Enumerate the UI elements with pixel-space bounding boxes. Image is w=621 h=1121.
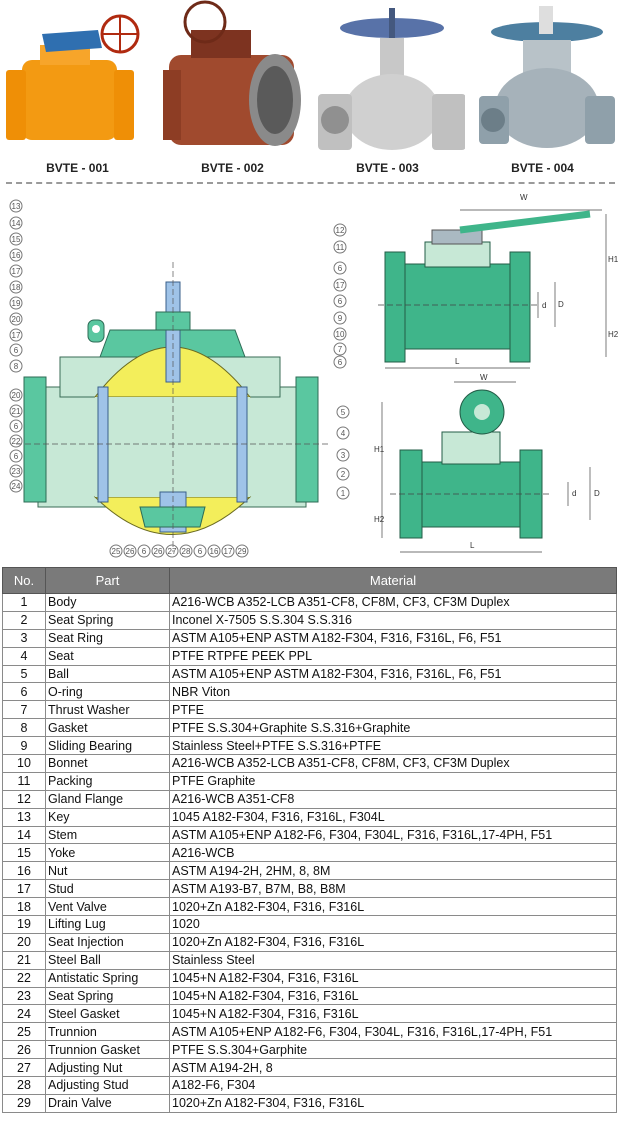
technical-drawings [0,192,621,564]
cell-no: 19 [3,916,46,934]
cell-part: Lifting Lug [46,916,170,934]
cell-part: Sliding Bearing [46,737,170,755]
cell-no: 3 [3,629,46,647]
svg-text:5: 5 [340,408,346,417]
table-row [3,1077,617,1095]
cell-material: 1020 [170,916,617,934]
cell-no: 6 [3,683,46,701]
table-row [3,1094,617,1112]
valve-photo-orange [0,0,155,160]
cell-material: Inconel X-7505 S.S.304 S.S.316 [170,611,617,629]
valve-photo-silver [310,0,465,160]
cell-material: PTFE [170,701,617,719]
cell-material: ASTM A105+ENP ASTM A182-F304, F316, F316L, F6, F51 [170,665,617,683]
cell-no: 16 [3,862,46,880]
cell-no: 14 [3,826,46,844]
svg-text:13: 13 [11,202,21,211]
cell-material: Stainless Steel+PTFE S.S.316+PTFE [170,737,617,755]
svg-text:6: 6 [337,264,343,273]
dim-w: W [520,193,528,202]
dim-h2-2: H2 [374,515,385,524]
table-row [3,790,617,808]
cell-part: Seat Ring [46,629,170,647]
cell-material: 1045+N A182-F304, F316, F316L [170,987,617,1005]
cell-part: Gasket [46,719,170,737]
svg-text:11: 11 [335,243,345,252]
svg-text:26: 26 [153,547,163,556]
svg-text:21: 21 [11,407,21,416]
svg-text:6: 6 [13,346,19,355]
svg-text:18: 18 [11,283,21,292]
table-row [3,647,617,665]
cell-no: 8 [3,719,46,737]
cell-no: 24 [3,1005,46,1023]
svg-text:10: 10 [335,330,345,339]
dim-l-2: L [470,541,475,550]
svg-text:16: 16 [11,251,21,260]
svg-text:6: 6 [141,547,147,556]
table-row [3,1041,617,1059]
cell-no: 2 [3,611,46,629]
table-body [3,594,617,1113]
svg-text:6: 6 [337,358,343,367]
header-material: Material [170,568,617,594]
table-row [3,951,617,969]
svg-text:26: 26 [125,547,135,556]
cell-no: 25 [3,1023,46,1041]
cell-part: Trunnion Gasket [46,1041,170,1059]
svg-text:9: 9 [337,314,343,323]
svg-text:6: 6 [337,297,343,306]
product-bvte-004[interactable] [465,0,620,182]
product-bvte-001[interactable] [0,0,155,182]
cell-no: 4 [3,647,46,665]
dimension-drawing-gear [370,372,620,557]
cell-no: 5 [3,665,46,683]
cell-material: 1045+N A182-F304, F316, F316L [170,1005,617,1023]
svg-text:20: 20 [11,391,21,400]
cell-no: 23 [3,987,46,1005]
valve-cross-section-drawing [0,192,360,564]
cell-no: 21 [3,951,46,969]
svg-text:6: 6 [13,452,19,461]
section-divider [6,182,615,184]
cell-no: 20 [3,933,46,951]
svg-text:8: 8 [13,362,19,371]
table-row [3,772,617,790]
svg-text:7: 7 [337,345,343,354]
dim-l: L [455,357,460,366]
cell-material: 1020+Zn A182-F304, F316, F316L [170,1094,617,1112]
svg-text:23: 23 [11,467,21,476]
svg-text:17: 17 [223,547,233,556]
cell-material: Stainless Steel [170,951,617,969]
svg-text:29: 29 [237,547,247,556]
right-callouts [334,224,349,499]
product-code: BVTE - 004 [511,161,574,175]
cell-part: Steel Ball [46,951,170,969]
svg-text:2: 2 [340,470,346,479]
dim-d-big-2: D [594,489,600,498]
cell-no: 28 [3,1077,46,1095]
cell-part: Adjusting Nut [46,1059,170,1077]
svg-text:4: 4 [340,429,346,438]
cell-part: Thrust Washer [46,701,170,719]
valve-photo-red [155,0,310,160]
cell-no: 7 [3,701,46,719]
valve-photo-bluegrey [465,0,620,160]
cell-part: Nut [46,862,170,880]
table-row [3,826,617,844]
table-row [3,862,617,880]
bottom-callouts [110,545,248,557]
cell-material: NBR Viton [170,683,617,701]
cell-material: 1045+N A182-F304, F316, F316L [170,969,617,987]
cell-material: A216-WCB A352-LCB A351-CF8, CF8M, CF3, CF3M Duplex [170,755,617,773]
cell-material: ASTM A105+ENP ASTM A182-F304, F316, F316L, F6, F51 [170,629,617,647]
header-part: Part [46,568,170,594]
table-row [3,808,617,826]
cell-part: O-ring [46,683,170,701]
svg-text:14: 14 [11,219,21,228]
cell-part: Antistatic Spring [46,969,170,987]
cell-material: A216-WCB A351-CF8 [170,790,617,808]
svg-text:24: 24 [11,482,21,491]
svg-text:15: 15 [11,235,21,244]
cell-no: 29 [3,1094,46,1112]
dim-h2: H2 [608,330,619,339]
svg-text:12: 12 [335,226,345,235]
dim-d-big: D [558,300,564,309]
parts-material-table [2,567,617,1113]
cell-no: 12 [3,790,46,808]
cell-part: Yoke [46,844,170,862]
dim-d-small: d [542,301,547,310]
cell-no: 17 [3,880,46,898]
table-row [3,933,617,951]
cell-material: PTFE RTPFE PEEK PPL [170,647,617,665]
svg-text:3: 3 [340,451,346,460]
table-row [3,1023,617,1041]
cell-no: 18 [3,898,46,916]
cell-material: ASTM A105+ENP A182-F6, F304, F304L, F316, F316L,17-4PH, F51 [170,826,617,844]
cell-material: ASTM A194-2H, 8 [170,1059,617,1077]
table-header-row [3,568,617,594]
svg-text:16: 16 [209,547,219,556]
cell-no: 22 [3,969,46,987]
cell-part: Seat [46,647,170,665]
cell-no: 13 [3,808,46,826]
cell-material: ASTM A105+ENP A182-F6, F304, F304L, F316, F316L,17-4PH, F51 [170,1023,617,1041]
cell-part: Body [46,594,170,612]
cell-material: A216-WCB A352-LCB A351-CF8, CF8M, CF3, CF3M Duplex [170,594,617,612]
table-row [3,969,617,987]
table-row [3,629,617,647]
dimension-drawing-lever [370,192,620,372]
dim-d-small-2: d [572,489,577,498]
cell-no: 27 [3,1059,46,1077]
cell-part: Stem [46,826,170,844]
svg-text:6: 6 [197,547,203,556]
table-row [3,683,617,701]
cell-part: Bonnet [46,755,170,773]
product-code: BVTE - 001 [46,161,109,175]
table-row [3,755,617,773]
product-gallery [0,0,621,182]
dim-h1-2: H1 [374,445,385,454]
cell-part: Drain Valve [46,1094,170,1112]
cell-material: 1020+Zn A182-F304, F316, F316L [170,933,617,951]
svg-text:17: 17 [11,331,21,340]
svg-text:17: 17 [11,267,21,276]
table-row [3,916,617,934]
product-bvte-003[interactable] [310,0,465,182]
cell-material: ASTM A194-2H, 2HM, 8, 8M [170,862,617,880]
cell-material: PTFE S.S.304+Graphite S.S.316+Graphite [170,719,617,737]
svg-text:22: 22 [11,437,21,446]
table-row [3,880,617,898]
table-row [3,898,617,916]
cell-part: Steel Gasket [46,1005,170,1023]
cell-part: Seat Injection [46,933,170,951]
table-row [3,844,617,862]
table-row [3,665,617,683]
cell-part: Adjusting Stud [46,1077,170,1095]
svg-text:27: 27 [167,547,177,556]
table-row [3,987,617,1005]
svg-text:28: 28 [181,547,191,556]
table-row [3,719,617,737]
cell-material: PTFE S.S.304+Garphite [170,1041,617,1059]
cell-part: Trunnion [46,1023,170,1041]
cell-part: Vent Valve [46,898,170,916]
dim-h1: H1 [608,255,619,264]
cell-part: Key [46,808,170,826]
svg-text:25: 25 [111,547,121,556]
svg-text:1: 1 [340,489,346,498]
table-row [3,1005,617,1023]
cell-part: Seat Spring [46,987,170,1005]
table-row [3,611,617,629]
cell-no: 9 [3,737,46,755]
cell-part: Stud [46,880,170,898]
cell-part: Ball [46,665,170,683]
cell-material: 1020+Zn A182-F304, F316, F316L [170,898,617,916]
table-row [3,701,617,719]
cell-material: PTFE Graphite [170,772,617,790]
svg-text:6: 6 [13,422,19,431]
product-code: BVTE - 003 [356,161,419,175]
table-row [3,594,617,612]
cell-material: 1045 A182-F304, F316, F316L, F304L [170,808,617,826]
left-callouts [10,200,22,492]
svg-text:19: 19 [11,299,21,308]
svg-text:17: 17 [335,281,345,290]
table-row [3,737,617,755]
dim-w-2: W [480,373,488,382]
header-no: No. [3,568,46,594]
cell-no: 11 [3,772,46,790]
cell-material: A216-WCB [170,844,617,862]
cell-no: 26 [3,1041,46,1059]
cell-no: 1 [3,594,46,612]
cell-no: 10 [3,755,46,773]
product-code: BVTE - 002 [201,161,264,175]
cell-material: ASTM A193-B7, B7M, B8, B8M [170,880,617,898]
cell-no: 15 [3,844,46,862]
cell-part: Seat Spring [46,611,170,629]
svg-text:20: 20 [11,315,21,324]
cell-material: A182-F6, F304 [170,1077,617,1095]
cell-part: Packing [46,772,170,790]
table-row [3,1059,617,1077]
cell-part: Gland Flange [46,790,170,808]
product-bvte-002[interactable] [155,0,310,182]
